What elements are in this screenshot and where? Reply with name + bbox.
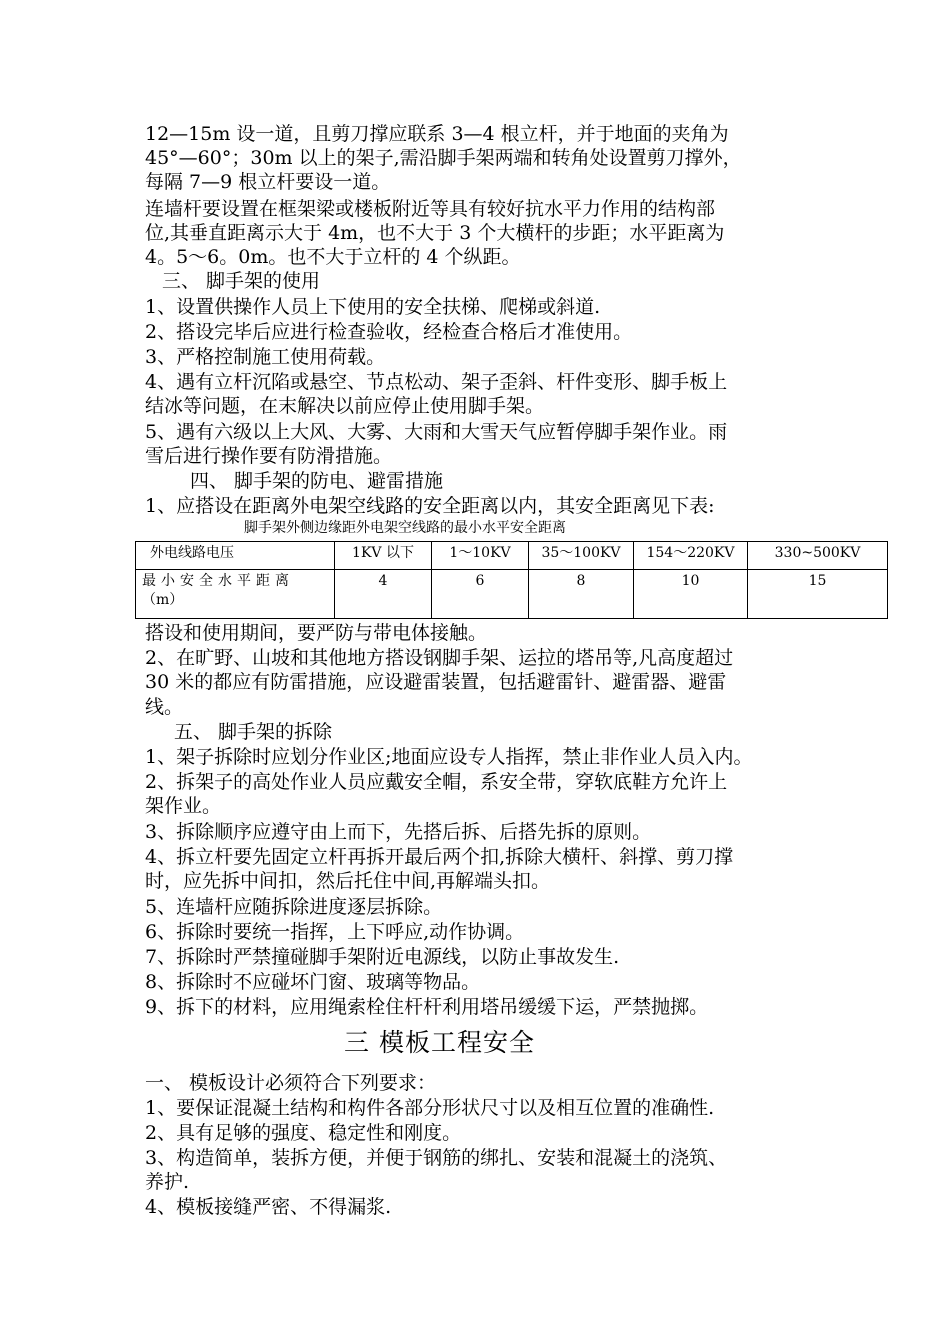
table-cell: 10 (634, 570, 748, 619)
table-cell: 8 (529, 570, 634, 619)
table-row (136, 570, 888, 619)
table-header-cell: 35～100KV (529, 542, 634, 570)
text-line: 每隔 7—9 根立杆要设一道。 (145, 171, 391, 193)
list-item: 1、架子拆除时应划分作业区;地面应设专人指挥，禁止非作业人员入内。 (145, 746, 753, 768)
row-label-unit: （m） (142, 592, 184, 608)
list-item: 架作业。 (145, 795, 222, 817)
list-item: 9、拆下的材料，应用绳索栓住杆杆利用塔吊缓缓下运，严禁抛掷。 (145, 996, 709, 1018)
section-heading-usage: 三、 脚手架的使用 (162, 270, 321, 292)
list-item: 1、应搭设在距离外电架空线路的安全距离以内，其安全距离见下表: (145, 495, 715, 517)
table-header-cell: 1～10KV (432, 542, 529, 570)
text-line: 12—15m 设一道，且剪刀撑应联系 3—4 根立杆，并于地面的夹角为 (145, 123, 729, 145)
chapter-heading: 三 模板工程安全 (344, 1028, 535, 1057)
list-item: 2、在旷野、山坡和其他地方搭设钢脚手架、运拉的塔吊等,凡高度超过 (145, 647, 734, 669)
list-item: 结冰等问题，在末解决以前应停止使用脚手架。 (145, 395, 545, 417)
list-item: 2、具有足够的强度、稳定性和刚度。 (145, 1122, 462, 1144)
table-header-cell: 外电线路电压 (136, 542, 335, 570)
table-header-cell: 154～220KV (634, 542, 748, 570)
list-item: 5、连墙杆应随拆除进度逐层拆除。 (145, 896, 443, 918)
list-item: 4、拆立杆要先固定立杆再拆开最后两个扣,拆除大横杆、斜撑、剪刀撑 (145, 846, 734, 868)
row-label-text: 最小安全水平距离 (142, 573, 294, 589)
table-header-cell: 330~500KV (748, 542, 888, 570)
list-item: 雪后进行操作要有防滑措施。 (145, 445, 393, 467)
list-item: 时，应先拆中间扣，然后托住中间,再解端头扣。 (145, 870, 551, 892)
list-item: 4、模板接缝严密、不得漏浆. (145, 1196, 392, 1218)
section-heading-lightning: 四、 脚手架的防电、避雷措施 (190, 470, 444, 492)
table-header-cell: 1KV 以下 (335, 542, 432, 570)
text-line: 连墙杆要设置在框架梁或楼板附近等具有较好抗水平力作用的结构部 (145, 198, 716, 220)
list-item: 6、拆除时要统一指挥，上下呼应,动作协调。 (145, 921, 525, 943)
list-item: 2、拆架子的高处作业人员应戴安全帽，系安全带，穿软底鞋方允许上 (145, 771, 728, 793)
list-item: 4、遇有立杆沉陷或悬空、节点松动、架子歪斜、杆件变形、脚手板上 (145, 371, 728, 393)
list-item: 1、设置供操作人员上下使用的安全扶梯、爬梯或斜道. (145, 296, 601, 318)
table-row-label (136, 570, 335, 619)
table-header-row (136, 542, 888, 570)
table-cell: 4 (335, 570, 432, 619)
table-cell: 6 (432, 570, 529, 619)
list-item: 3、严格控制施工使用荷载。 (145, 346, 386, 368)
table-cell: 15 (748, 570, 888, 619)
list-item: 8、拆除时不应碰坏门窗、玻璃等物品。 (145, 971, 481, 993)
text-line: 搭设和使用期间，要严防与带电体接触。 (145, 622, 488, 644)
list-item: 5、遇有六级以上大风、大雾、大雨和大雪天气应暂停脚手架作业。雨 (145, 421, 728, 443)
safety-distance-table (135, 541, 888, 619)
list-item: 30 米的都应有防雷措施，应设避雷装置，包括避雷针、避雷器、避雷 (145, 671, 727, 693)
text-line: 位,其垂直距离示大于 4m，也不大于 3 个大横杆的步距；水平距离为 (145, 222, 725, 244)
table-caption: 脚手架外侧边缘距外电架空线路的最小水平安全距离 (244, 520, 566, 536)
section-heading-dismantling: 五、 脚手架的拆除 (174, 721, 333, 743)
section-heading-formwork: 一、 模板设计必须符合下列要求： (145, 1072, 437, 1094)
list-item: 线。 (145, 696, 184, 718)
list-item: 1、要保证混凝土结构和构件各部分形状尺寸以及相互位置的准确性. (145, 1097, 715, 1119)
list-item: 3、拆除顺序应遵守由上而下，先搭后拆、后搭先拆的原则。 (145, 821, 652, 843)
list-item: 养护. (145, 1171, 190, 1193)
text-line: 45°—60°；30m 以上的架子,需沿脚手架两端和转角处设置剪刀撑外， (145, 147, 742, 169)
list-item: 3、构造简单，装拆方便，并便于钢筋的绑扎、安装和混凝土的浇筑、 (145, 1147, 728, 1169)
text-line: 4。5～6。0m。也不大于立杆的 4 个纵距。 (145, 246, 521, 268)
list-item: 7、拆除时严禁撞碰脚手架附近电源线，以防止事故发生. (145, 946, 620, 968)
list-item: 2、搭设完毕后应进行检查验收，经检查合格后才准使用。 (145, 321, 633, 343)
